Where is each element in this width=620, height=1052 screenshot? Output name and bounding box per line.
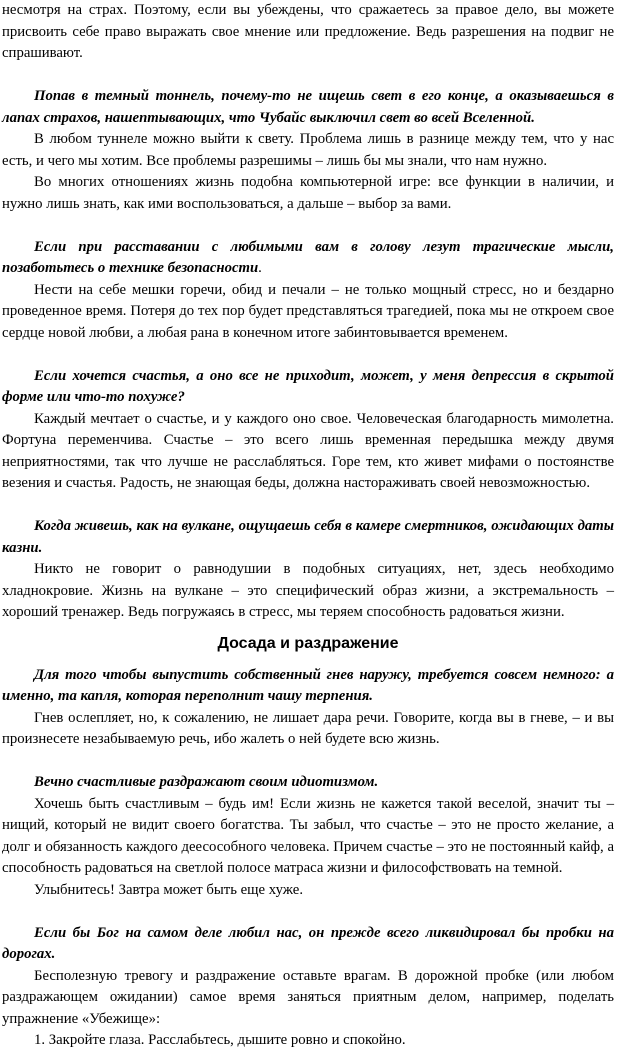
paragraph: Нести на себе мешки горечи, обид и печали – не только мощный стресс, но и бездарно проведенное время. Потеря до тех пор будет представляться трагедией, пока мы не откроем свое сердце новой любви, а любая рана в конечном итоге забинтовывается временем. [2,281,614,341]
paragraph: Гнев ослепляет, но, к сожалению, не лишает дара речи. Говорите, когда вы в гневе, – и вы произнесете незабываемую речь, ибо жалеть о ней будете всю жизнь. [2,709,614,747]
bold-italic-statement: Попав в темный тоннель, почему-то не ищешь свет в его конце, а оказываешься в лапах страхов, нашептывающих, что Чубайс выключил свет во всей Вселенной. [2,88,614,126]
paragraph: Во многих отношениях жизнь подобна компьютерной игре: все функции в наличии, и нужно лишь знать, как ими воспользоваться, а дальше – выбор за вами. [2,174,614,212]
statement-tail: . [258,260,262,276]
section-heading: Досада и раздражение [217,634,399,652]
list-item: 1. Закройте глаза. Расслабьтесь, дышите ровно и спокойно. [34,1032,406,1048]
paragraph: Каждый мечтает о счастье, и у каждого оно свое. Человеческая благодарность мимолетна. Фортуна переменчива. Счастье – это всего лишь временная передышка между двумя неприятностями, так что лучше не расслабляться. Горе тем, кто живет мифами о постоянстве везения и счастья. Радость, не знающая беды, должна настораживать своей невозможностью. [2,410,614,491]
paragraph: Хочешь быть счастливым – будь им! Если жизнь не кажется такой веселой, значит ты – нищий, который не видит своего богатства. Ты забыл, что счастье – это не просто желание, а долг и обязанность каждого деесособного человека. Причем счастье – это не постоянный кайф, а способность радоваться на светлой полосе матраса жизни и философствовать на темной. [2,795,614,876]
paragraph: Бесполезную тревогу и раздражение оставьте врагам. В дорожной пробке (или любом раздражающем ожидании) самое время заняться приятным делом, например, поделать упражнение «Убежище»: [2,967,614,1027]
paragraph: Улыбнитесь! Завтра может быть еще хуже. [34,881,304,898]
bold-italic-statement: Для того чтобы выпустить собственный гнев наружу, требуется совсем немного: а именно, та капля, которая переполнит чашу терпения. [2,666,614,704]
paragraph: несмотря на страх. Поэтому, если вы убеждены, что сражаетесь за правое дело, вы можете присвоить себе право выражать свое мнение или предложение. Ведь разрешения на подвиг не спрашивают. [2,2,614,61]
bold-italic-statement: Когда живешь, как на вулкане, ощущаешь себя в камере смертников, ожидающих даты казни. [2,518,614,556]
bold-italic-statement: Если хочется счастья, а оно все не приходит, может, у меня депрессия в скрытой форме или что-то похуже? [2,367,614,405]
bold-italic-statement: Вечно счастливые раздражают своим идиотизмом. [34,774,379,790]
statement-text: Если при расставании с любимыми вам в голову лезут трагические мысли, позаботьтесь о технике безопасности [2,238,614,276]
paragraph: В любом туннеле можно выйти к свету. Проблема лишь в разнице между тем, что у нас есть, и чего мы хотим. Все проблемы разрешимы – лишь бы мы знали, что нам нужно. [2,131,614,169]
bold-italic-statement [2,237,614,280]
paragraph: Никто не говорит о равнодушии в подобных ситуациях, нет, здесь необходимо хладнокровие. Жизнь на вулкане – это специфический образ жизни, а экстремальность – хороший тренажер. Ведь погружаясь в стресс, мы теряем способность радоваться жизни. [2,561,614,620]
bold-italic-statement: Если бы Бог на самом деле любил нас, он прежде всего ликвидировал бы пробки на дорогах. [2,924,614,962]
